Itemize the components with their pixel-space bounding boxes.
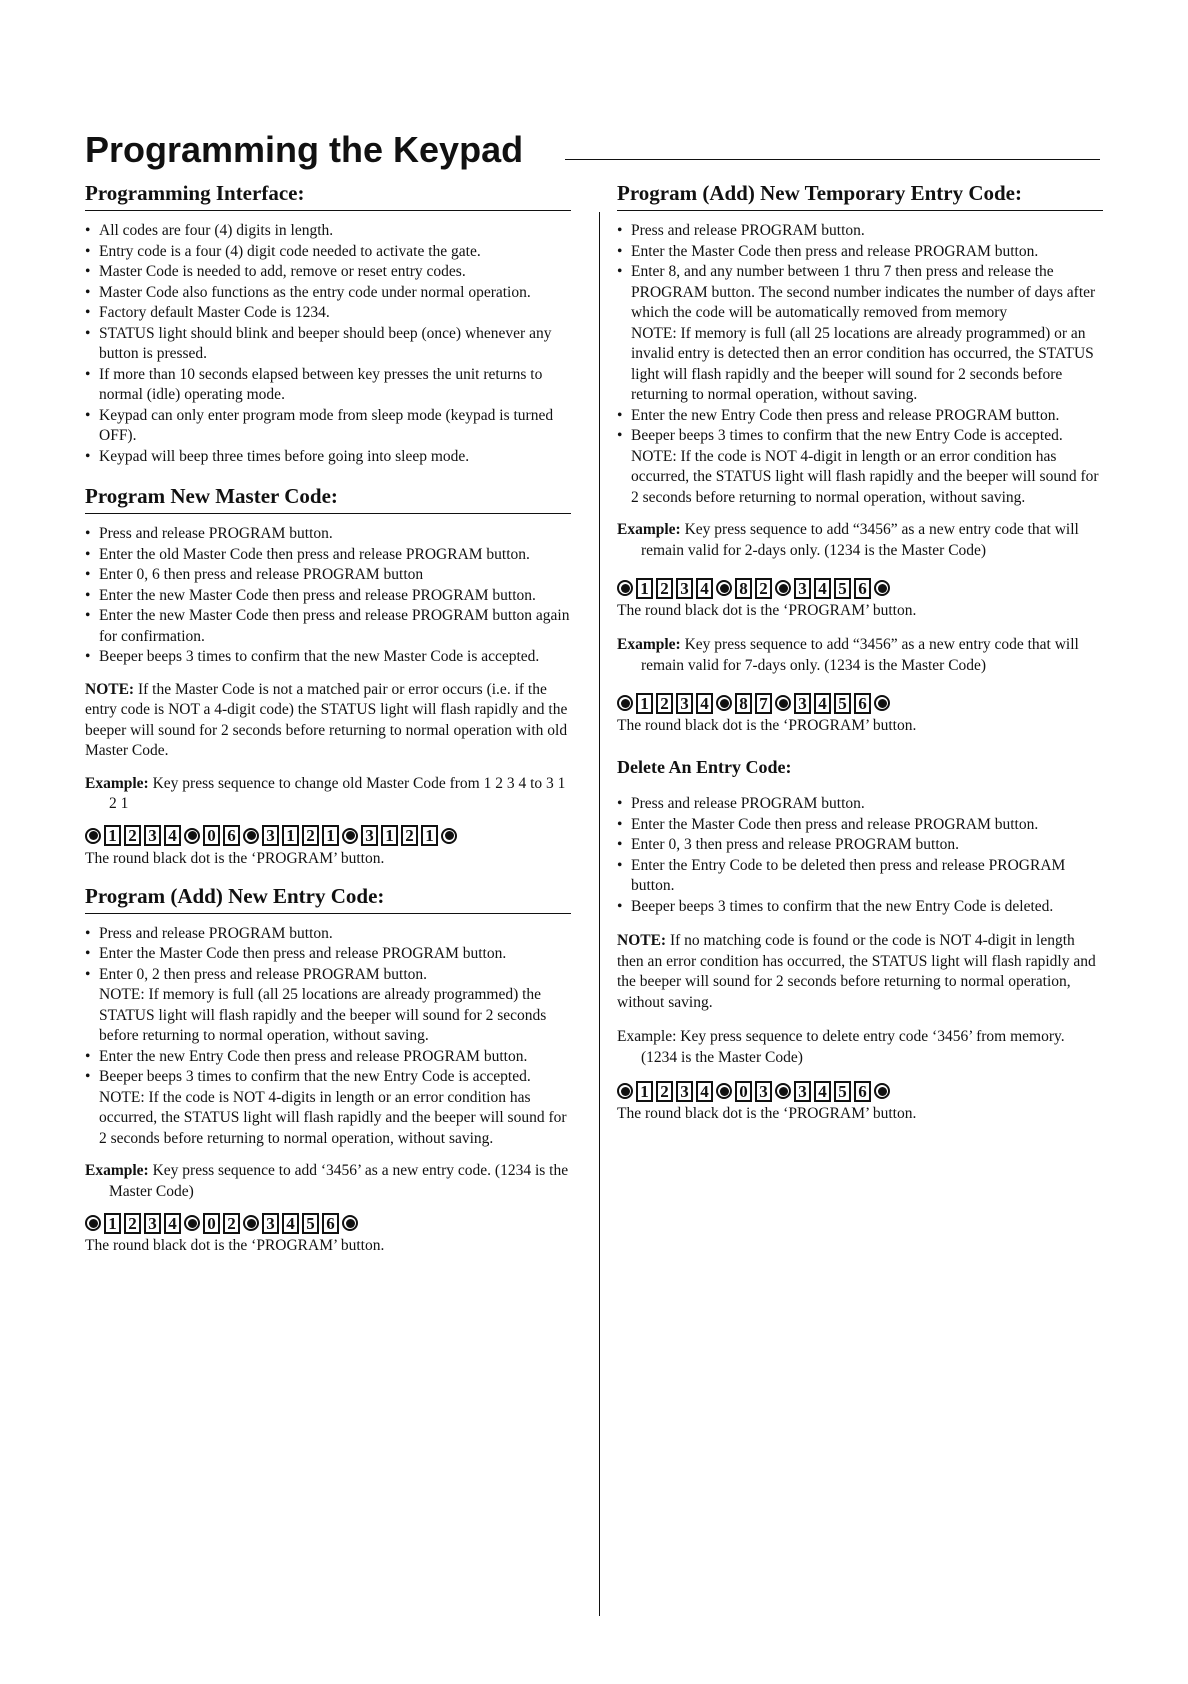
keypad-key-icon: 2 (755, 578, 772, 599)
keypad-key-icon: 2 (401, 825, 418, 846)
example-label: Example: (617, 521, 681, 538)
keypad-key-icon: 2 (302, 825, 319, 846)
list-item: • Keypad can only enter program mode from sleep mode (keypad is turned OFF). (85, 406, 571, 447)
keypad-key-icon: 3 (144, 825, 161, 846)
list-item: • Press and release PROGRAM button. (617, 794, 1103, 815)
keypad-key-icon: 2 (656, 1081, 673, 1102)
section-program-entry-code (85, 883, 571, 1257)
program-button-dot-icon (617, 580, 633, 596)
column-divider (599, 212, 600, 1616)
keypad-key-icon: 1 (282, 825, 299, 846)
note-label: NOTE: (99, 986, 145, 1003)
list-item: • Factory default Master Code is 1234. (85, 303, 571, 324)
keypad-key-icon: 3 (794, 693, 811, 714)
list-item: • Master Code also functions as the entry code under normal operation. (85, 283, 571, 304)
note-text: If the code is NOT 4-digits in length or an error condition has occurred, the STATUS light will flash rapidly and the beeper will sound for 2 seconds before returning to normal operation, without saving. (99, 1088, 567, 1147)
key-sequence (85, 823, 571, 849)
keypad-key-icon: 5 (834, 1081, 851, 1102)
list-item: • Enter the old Master Code then press and release PROGRAM button. (85, 545, 571, 566)
note-label: NOTE: (99, 1088, 145, 1106)
note-label: NOTE: (631, 447, 677, 465)
list-item (617, 426, 1103, 508)
keypad-key-icon: 6 (854, 1081, 871, 1102)
keypad-key-icon: 6 (854, 578, 871, 599)
list-item: • Enter the Master Code then press and release PROGRAM button. (617, 815, 1103, 836)
program-button-dot-icon (184, 1215, 200, 1231)
note-text: If the code is NOT 4-digit in length or an error condition has occurred, the STATUS light will flash rapidly and the beeper will sound for 2 seconds before returning to normal operation, without saving. (631, 447, 1099, 506)
list-item: • Beeper beeps 3 times to confirm that the new Master Code is accepted. (85, 647, 571, 668)
keypad-key-icon: 7 (755, 693, 772, 714)
program-button-dot-icon (775, 695, 791, 711)
sequence-caption: The round black dot is the ‘PROGRAM’ button. (85, 849, 385, 867)
example-label: Example: (617, 636, 681, 653)
program-button-dot-icon (243, 828, 259, 844)
page-title: Programming the Keypad (85, 129, 524, 170)
keypad-key-icon: 1 (381, 825, 398, 846)
program-button-dot-icon (441, 828, 457, 844)
note-text: If memory is full (all 25 locations are already programmed) the STATUS light will flash rapidly and the beeper will sound for 2 seconds before returning to normal operation, without saving. (99, 986, 547, 1044)
program-button-dot-icon (874, 1083, 890, 1099)
keypad-key-icon: 5 (834, 693, 851, 714)
list-item: • Enter the Master Code then press and release PROGRAM button. (617, 242, 1103, 263)
keypad-key-icon: 3 (361, 825, 378, 846)
bullet-list (85, 924, 571, 1150)
keypad-key-icon: 4 (696, 693, 713, 714)
keypad-key-icon: 2 (656, 578, 673, 599)
item-note (99, 1088, 571, 1150)
section-heading: Program (Add) New Temporary Entry Code: (617, 180, 1103, 211)
list-item-text: Beeper beeps 3 times to confirm that the new Entry Code is accepted. (99, 1068, 531, 1085)
program-button-dot-icon (775, 580, 791, 596)
note-label: NOTE: (631, 324, 677, 342)
keypad-key-icon: 6 (322, 1213, 339, 1234)
example-text: Key press sequence to delete entry code ‘3456’ from memory. (1234 is the Master Code) (641, 1028, 1065, 1066)
note-label: NOTE: (85, 680, 135, 698)
example-label: Example: (617, 1028, 677, 1045)
keypad-key-icon: 3 (755, 1081, 772, 1102)
note-label: NOTE: (617, 932, 667, 949)
list-item-text: Enter 0, 2 then press and release PROGRAM button. (99, 965, 428, 983)
list-item: • Enter the new Master Code then press and release PROGRAM button again for confirmation. (85, 606, 571, 647)
list-item: • If more than 10 seconds elapsed between key presses the unit returns to normal (idle) operating mode. (85, 365, 571, 406)
keypad-key-icon: 3 (676, 1081, 693, 1102)
note-text: If no matching code is found or the code is NOT 4-digit in length then an error condition has occurred, the STATUS light will flash rapidly and the beeper will sound for 2 seconds before returning to normal operation, without saving. (617, 932, 1096, 1011)
example-text: Key press sequence to add “3456” as a new entry code that will remain valid for 7-days only. (1234 is the Master Code) (641, 636, 1079, 674)
list-item: • All codes are four (4) digits in length. (85, 221, 571, 242)
list-item: • Beeper beeps 3 times to confirm that the new Entry Code is deleted. (617, 897, 1103, 918)
section-programming-interface (85, 180, 571, 467)
example-label: Example: (85, 1162, 149, 1179)
list-item: • Master Code is needed to add, remove or reset entry codes. (85, 262, 571, 283)
program-button-dot-icon (85, 1215, 101, 1231)
keypad-key-icon: 6 (223, 825, 240, 846)
item-note (99, 985, 571, 1047)
keypad-key-icon: 8 (735, 693, 752, 714)
example-paragraph (617, 635, 1103, 676)
key-sequence (85, 1210, 571, 1236)
list-item: • Enter the new Entry Code then press and release PROGRAM button. (85, 1047, 571, 1068)
keypad-key-icon: 4 (814, 1081, 831, 1102)
keypad-key-icon: 3 (794, 1081, 811, 1102)
section-heading: Programming Interface: (85, 180, 571, 211)
program-button-dot-icon (184, 828, 200, 844)
list-item: • Keypad will beep three times before going into sleep mode. (85, 447, 571, 468)
example-text: Key press sequence to change old Master Code from 1 2 3 4 to 3 1 2 1 (109, 774, 566, 812)
keypad-key-icon: 1 (322, 825, 339, 846)
list-item: • Enter the Entry Code to be deleted then press and release PROGRAM button. (617, 856, 1103, 897)
list-item: • Entry code is a four (4) digit code needed to activate the gate. (85, 242, 571, 263)
keypad-key-icon: 4 (164, 825, 181, 846)
note-paragraph (617, 931, 1103, 1013)
keypad-key-icon: 2 (223, 1213, 240, 1234)
keypad-key-icon: 4 (696, 578, 713, 599)
keypad-key-icon: 4 (696, 1081, 713, 1102)
item-note (631, 324, 1103, 406)
note-text: If the Master Code is not a matched pair or error occurs (i.e. if the entry code is NOT a 4-digit code) the STATUS light will flash rapidly and the beeper will sound for 2 seconds before returning to normal operation with old Master Code. (85, 680, 568, 759)
program-button-dot-icon (342, 828, 358, 844)
keypad-key-icon: 3 (676, 578, 693, 599)
list-item: • Press and release PROGRAM button. (85, 524, 571, 545)
program-button-dot-icon (617, 695, 633, 711)
keypad-key-icon: 3 (676, 693, 693, 714)
example-paragraph (85, 1161, 571, 1202)
bullet-list (617, 794, 1103, 917)
example-label: Example: (85, 774, 149, 792)
keypad-key-icon: 0 (203, 1213, 220, 1234)
note-paragraph (85, 680, 571, 762)
list-item-text: Beeper beeps 3 times to confirm that the new Entry Code is accepted. (631, 427, 1063, 444)
keypad-key-icon: 3 (794, 578, 811, 599)
section-program-master-code (85, 483, 571, 869)
example-paragraph (617, 520, 1103, 561)
list-item: • Enter 0, 6 then press and release PROGRAM button (85, 565, 571, 586)
keypad-key-icon: 1 (636, 578, 653, 599)
program-button-dot-icon (243, 1215, 259, 1231)
list-item-text: Enter 8, and any number between 1 thru 7 then press and release the PROGRAM button. The second number indicates the number of days after which the code will be automatically removed from memory (631, 263, 1096, 321)
keypad-key-icon: 5 (834, 578, 851, 599)
note-text: If memory is full (all 25 locations are already programmed) or an invalid entry is detected then an error condition has occurred, the STATUS light will flash rapidly and the beeper will sound for 2 seconds before returning to normal operation, without saving. (631, 324, 1094, 403)
section-program-temporary-code (617, 180, 1103, 736)
program-button-dot-icon (874, 695, 890, 711)
list-item: • Enter the new Entry Code then press and release PROGRAM button. (617, 406, 1103, 427)
section-heading: Delete An Entry Code: (617, 757, 792, 777)
program-button-dot-icon (617, 1083, 633, 1099)
keypad-key-icon: 1 (104, 1213, 121, 1234)
bullet-list (617, 221, 1103, 508)
section-heading: Program (Add) New Entry Code: (85, 883, 571, 914)
section-heading: Program New Master Code: (85, 483, 571, 514)
keypad-key-icon: 8 (735, 578, 752, 599)
title-rule (565, 159, 1100, 160)
keypad-key-icon: 3 (144, 1213, 161, 1234)
left-column (85, 180, 571, 1256)
program-button-dot-icon (85, 828, 101, 844)
keypad-key-icon: 2 (124, 825, 141, 846)
key-sequence (617, 690, 1103, 716)
item-note (631, 447, 1103, 509)
keypad-key-icon: 4 (282, 1213, 299, 1234)
program-button-dot-icon (775, 1083, 791, 1099)
example-paragraph (617, 1027, 1103, 1068)
program-button-dot-icon (716, 580, 732, 596)
list-item: • Press and release PROGRAM button. (617, 221, 1103, 242)
example-text: Key press sequence to add “3456” as a new entry code that will remain valid for 2-days only. (1234 is the Master Code) (641, 521, 1079, 559)
sequence-caption: The round black dot is the ‘PROGRAM’ button. (617, 1105, 917, 1122)
example-text: Key press sequence to add ‘3456’ as a new entry code. (1234 is the Master Code) (109, 1162, 569, 1200)
bullet-list (85, 524, 571, 668)
keypad-key-icon: 4 (164, 1213, 181, 1234)
list-item: • STATUS light should blink and beeper should beep (once) whenever any button is pressed. (85, 324, 571, 365)
program-button-dot-icon (716, 695, 732, 711)
keypad-key-icon: 1 (636, 693, 653, 714)
list-item (85, 965, 571, 1047)
program-button-dot-icon (874, 580, 890, 596)
list-item (617, 262, 1103, 406)
list-item: • Enter the Master Code then press and release PROGRAM button. (85, 944, 571, 965)
keypad-key-icon: 4 (814, 578, 831, 599)
list-item: • Press and release PROGRAM button. (85, 924, 571, 945)
list-item: • Enter 0, 3 then press and release PROGRAM button. (617, 835, 1103, 856)
keypad-key-icon: 2 (124, 1213, 141, 1234)
keypad-key-icon: 0 (203, 825, 220, 846)
example-paragraph (85, 774, 571, 815)
key-sequence (617, 575, 1103, 601)
keypad-key-icon: 0 (735, 1081, 752, 1102)
list-item: • Enter the new Master Code then press and release PROGRAM button. (85, 586, 571, 607)
keypad-key-icon: 3 (262, 1213, 279, 1234)
sequence-caption: The round black dot is the ‘PROGRAM’ button. (617, 602, 917, 619)
keypad-key-icon: 2 (656, 693, 673, 714)
bullet-list (85, 221, 571, 467)
keypad-key-icon: 1 (636, 1081, 653, 1102)
keypad-key-icon: 3 (262, 825, 279, 846)
program-button-dot-icon (342, 1215, 358, 1231)
list-item (85, 1067, 571, 1149)
keypad-key-icon: 6 (854, 693, 871, 714)
key-sequence (617, 1078, 1103, 1104)
right-column (617, 180, 1103, 1124)
keypad-key-icon: 1 (421, 825, 438, 846)
program-button-dot-icon (716, 1083, 732, 1099)
sequence-caption: The round black dot is the ‘PROGRAM’ button. (85, 1237, 385, 1254)
keypad-key-icon: 4 (814, 693, 831, 714)
keypad-key-icon: 5 (302, 1213, 319, 1234)
sequence-caption: The round black dot is the ‘PROGRAM’ button. (617, 717, 917, 734)
section-delete-entry-code (617, 754, 1103, 1124)
keypad-key-icon: 1 (104, 825, 121, 846)
